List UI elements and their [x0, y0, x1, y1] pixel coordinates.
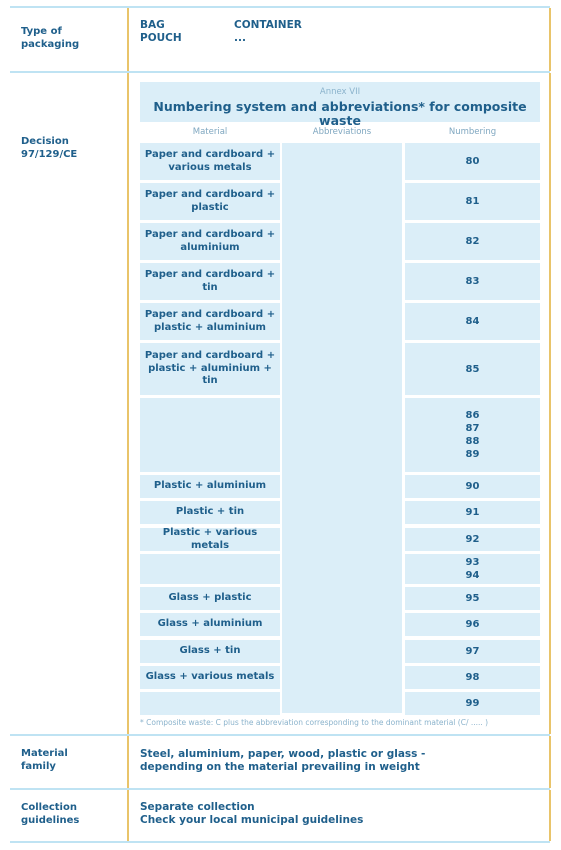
annex-footnote: * Composite waste: C plus the abbreviation corresponding to the dominant material (C/ ..... ) — [140, 718, 489, 727]
material-text: Paper and cardboard + — [144, 189, 276, 200]
material-text: Paper and cardboard + — [144, 309, 276, 320]
number-cell — [405, 640, 540, 663]
material-text: Glass + tin — [179, 645, 241, 657]
divider-top — [10, 6, 550, 8]
decision-label-line2: 97/129/CE — [21, 148, 78, 160]
packaging-label-line1: Type of — [21, 26, 62, 37]
collection-label-line2: guidelines — [21, 814, 80, 826]
packaging-value-container — [234, 19, 302, 45]
number-text: 99 — [465, 698, 480, 709]
collection-line1: Separate collection — [140, 801, 255, 813]
number-cell — [405, 692, 540, 715]
material-text: Glass + various metals — [145, 671, 275, 683]
divider-decision — [10, 734, 550, 736]
number-text: 80 — [465, 156, 480, 167]
collection-line2: Check your local municipal guidelines — [140, 814, 364, 826]
material-text: Glass + aluminium — [157, 618, 263, 630]
material-cell — [140, 692, 280, 715]
collection-value — [140, 801, 363, 827]
material-text: Plastic + various metals — [162, 527, 258, 551]
number-text: 98 — [465, 672, 480, 683]
column-header-numbering: Numbering — [448, 127, 497, 137]
collection-label — [21, 802, 79, 827]
number-cell — [405, 613, 540, 636]
number-cell — [405, 223, 540, 260]
material-family-line2: depending on the material prevailing in weight — [140, 761, 420, 773]
material-family-label — [21, 748, 68, 773]
material-text: Plastic + aluminium — [153, 480, 267, 492]
material-text: tin — [202, 375, 218, 387]
number-cell — [405, 528, 540, 551]
material-text: Plastic + tin — [175, 506, 245, 518]
number-cell — [405, 303, 540, 340]
number-text: 81 — [465, 196, 480, 207]
number-cell — [405, 263, 540, 300]
material-text: tin — [202, 281, 218, 293]
number-text: 90 — [465, 481, 480, 492]
number-cell — [405, 501, 540, 524]
material-family-label-line2: family — [21, 760, 56, 772]
number-text: 97 — [465, 646, 480, 657]
number-cell — [405, 143, 540, 180]
material-cell — [140, 223, 280, 260]
number-text: 87 — [465, 423, 480, 434]
number-cell — [405, 554, 540, 584]
packaging-container: CONTAINER — [234, 19, 302, 31]
number-text: 95 — [465, 593, 480, 604]
right-border — [549, 790, 551, 841]
annex-subtitle: Annex VII — [319, 87, 361, 97]
material-cell — [140, 303, 280, 340]
material-family-label-line1: Material — [21, 748, 68, 759]
annex-header — [140, 82, 540, 128]
number-text: 94 — [465, 570, 480, 581]
label-column-divider — [127, 736, 129, 788]
material-cell — [140, 587, 280, 610]
material-cell — [140, 501, 280, 524]
material-cell — [140, 263, 280, 300]
material-cell — [140, 613, 280, 636]
divider-material — [10, 788, 550, 790]
right-border — [549, 73, 551, 734]
number-cell — [405, 183, 540, 220]
material-text: Glass + plastic — [168, 592, 252, 604]
divider-bottom — [10, 841, 550, 843]
decision-label — [21, 136, 77, 161]
number-text: 86 — [465, 410, 480, 421]
material-cell — [140, 398, 280, 472]
material-text: plastic + aluminium + — [148, 362, 272, 374]
column-header-abbreviations: Abbreviations — [312, 127, 372, 137]
material-text: plastic — [191, 201, 229, 213]
number-cell — [405, 343, 540, 395]
packaging-bag: BAG — [140, 19, 165, 31]
label-column-divider — [127, 790, 129, 841]
material-cell — [140, 343, 280, 395]
number-text: 93 — [465, 557, 480, 568]
number-text: 83 — [465, 276, 480, 287]
packaging-ellipsis: ... — [234, 32, 246, 44]
abbreviations-column — [282, 143, 402, 713]
label-column-divider — [127, 73, 129, 734]
number-text: 82 — [465, 236, 480, 247]
divider-packaging — [10, 71, 550, 73]
material-cell — [140, 143, 280, 180]
number-text: 88 — [465, 436, 480, 447]
material-cell — [140, 640, 280, 663]
number-text: 92 — [465, 534, 480, 545]
material-cell — [140, 554, 280, 584]
material-text: plastic + aluminium — [153, 321, 266, 333]
label-column-divider — [127, 8, 129, 71]
packaging-label-line2: packaging — [21, 38, 80, 50]
annex-title: Numbering system and abbreviations* for composite waste — [153, 99, 527, 128]
material-text: Paper and cardboard + — [144, 149, 276, 160]
number-text: 91 — [465, 507, 480, 518]
right-border — [549, 736, 551, 788]
material-text: Paper and cardboard + — [144, 229, 276, 240]
decision-label-line1: Decision — [21, 136, 69, 147]
number-cell — [405, 666, 540, 689]
number-cell — [405, 398, 540, 472]
material-cell — [140, 475, 280, 498]
number-cell — [405, 475, 540, 498]
material-text: aluminium — [180, 241, 240, 253]
packaging-label — [21, 26, 79, 51]
packaging-pouch: POUCH — [140, 32, 182, 44]
number-cell — [405, 587, 540, 610]
material-family-value — [140, 748, 425, 774]
collection-label-line1: Collection — [21, 802, 77, 813]
number-text: 96 — [465, 619, 480, 630]
right-border — [549, 8, 551, 71]
material-text: various metals — [168, 161, 252, 173]
number-text: 85 — [465, 363, 480, 375]
material-text: Paper and cardboard + — [144, 350, 276, 362]
packaging-value-bag — [140, 19, 182, 45]
material-cell — [140, 183, 280, 220]
number-text: 89 — [465, 449, 480, 460]
number-text: 84 — [465, 316, 480, 327]
material-cell — [140, 528, 280, 551]
material-text: Paper and cardboard + — [144, 269, 276, 280]
material-family-line1: Steel, aluminium, paper, wood, plastic or glass - — [140, 748, 426, 760]
column-header-material: Material — [192, 127, 228, 137]
material-cell — [140, 666, 280, 689]
